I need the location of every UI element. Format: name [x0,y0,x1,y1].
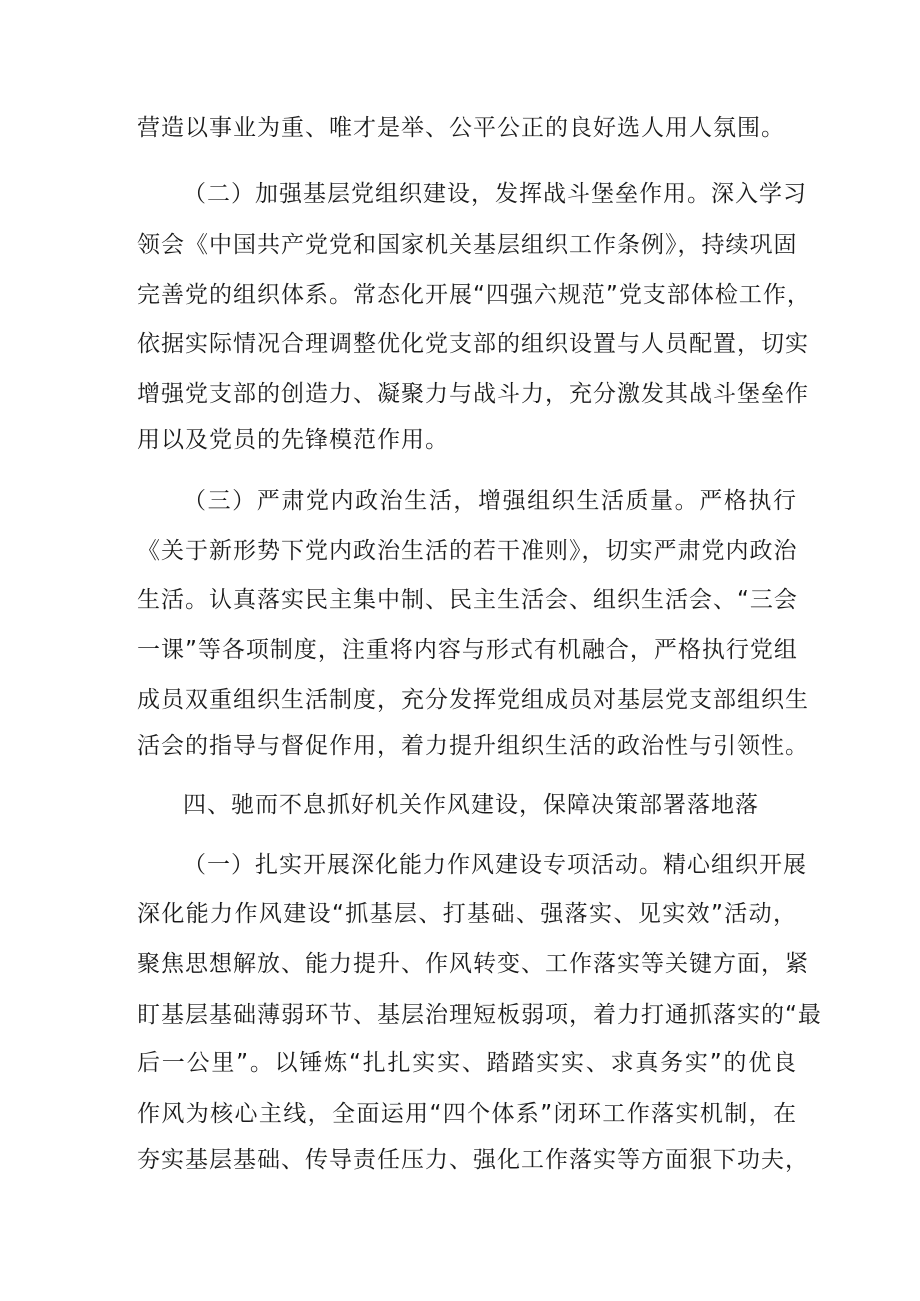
text-line: 深化能力作风建设“抓基层、打基础、强落实、见实效”活动， [137,901,797,927]
text-line: 作风为核心主线，全面运用“四个体系”闭环工作落实机制，在 [137,1101,797,1127]
text-line: 一课”等各项制度，注重将内容与形式有机融合，严格执行党组 [137,637,798,663]
section-heading: 四、驰而不息抓好机关作风建设，保障决策部署落地落 [183,792,759,818]
text-line: 《关于新形势下党内政治生活的若干准则》，切实严肃党内政治 [137,538,798,564]
text-line: 夯实基层基础、传导责任压力、强化工作落实等方面狠下功夫， [137,1147,809,1173]
text-line: 盯基层基础薄弱环节、基层治理短板弱项，着力打通抓落实的“最 [137,1002,822,1028]
text-line: （三）严肃党内政治生活，增强组织生活质量。严格执行 [183,488,797,514]
text-line: 成员双重组织生活制度，充分发挥党组成员对基层党支部组织生 [137,687,809,713]
text-line: （二）加强基层党组织建设，发挥战斗堡垒作用。深入学习 [183,181,807,207]
text-line: 聚焦思想解放、能力提升、作风转变、工作落实等关键方面，紧 [137,951,809,977]
text-line: 后一公里”。以锤炼“扎扎实实、踏踏实实、求真务实”的优良 [137,1050,797,1076]
text-line: 用以及党员的先锋模范作用。 [137,427,449,453]
text-line: 完善党的组织体系。常态化开展“四强六规范”党支部体检工作， [137,282,811,308]
text-line: 营造以事业为重、唯才是举、公平公正的良好选人用人氛围。 [137,115,785,141]
text-line: 增强党支部的创造力、凝聚力与战斗力，充分激发其战斗堡垒作 [137,381,809,407]
text-line: 领会《中国共产党党和国家机关基层组织工作条例》，持续巩固 [137,232,798,258]
text-line: 活会的指导与督促作用，着力提升组织生活的政治性与引领性。 [137,733,809,759]
text-line: （一）扎实开展深化能力作风建设专项活动。精心组织开展 [183,852,807,878]
text-line: 生活。认真落实民主集中制、民主生活会、组织生活会、“三会 [137,587,798,613]
text-line: 依据实际情况合理调整优化党支部的组织设置与人员配置，切实 [137,331,809,357]
